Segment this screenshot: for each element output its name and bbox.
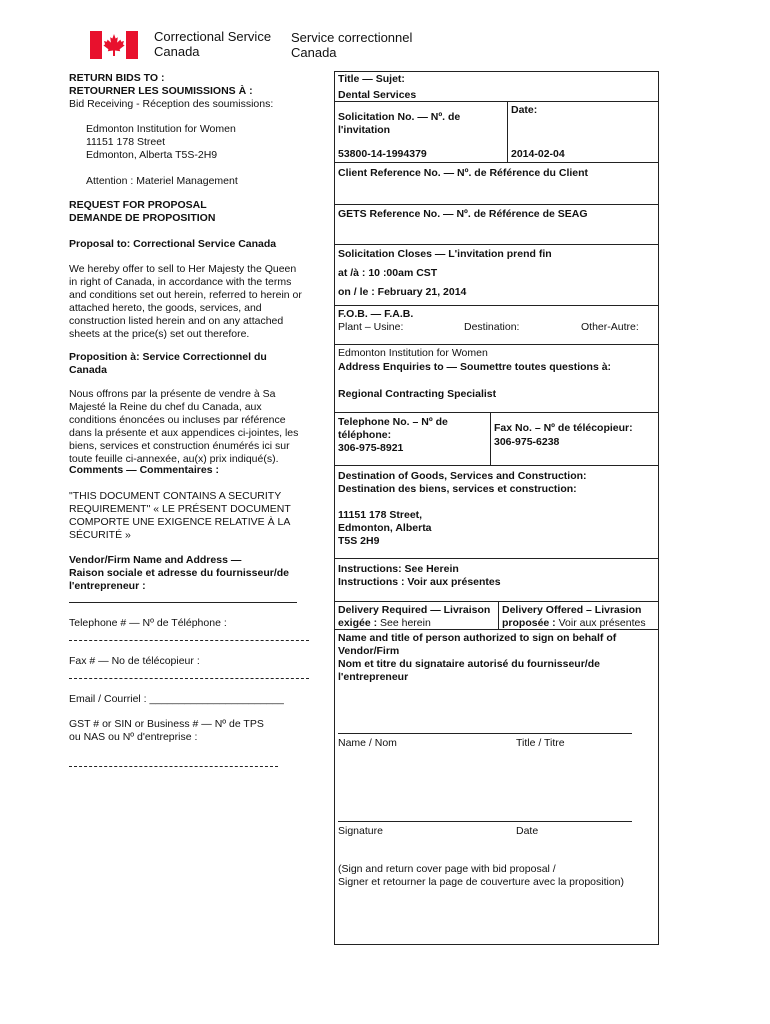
offer-text-english: We hereby offer to sell to Her Majesty the Queen in right of Canada, in accordance with the terms and conditions set out herein, referred to herein or attached hereto, the goods, services, and construction listed herein and on any attached sheets at the price(s) set out therefore. — [69, 263, 302, 340]
fob-value: Edmonton Institution for Women — [338, 347, 488, 359]
delivery-offered-label: Delivery Offered – Livrasion proposée : — [502, 604, 642, 629]
signature-label: Signature — [338, 825, 383, 837]
delivery-required-label: Delivery Required — Livraison exigée : — [338, 604, 491, 629]
form-divider — [334, 204, 659, 205]
signature-date-line[interactable] — [338, 821, 632, 822]
canada-flag-icon — [90, 31, 138, 59]
offer-text-french: Nous offrons par la présente de vendre à Sa Majesté la Reine du chef du Canada, aux conditions énoncées ou incluses par référence dans la présente et aux appendices ci-jointes, les biens, services et construction énumérés ici sur toute feuille ci-annexée, au(x) prix indiqué(s). — [69, 388, 299, 465]
title-value: Dental Services — [338, 89, 417, 101]
fax-line[interactable] — [69, 678, 309, 679]
destination-goods-label: Destination of Goods, Services and Construction: Destination des biens, services et construction: — [338, 470, 587, 495]
return-bids-heading: RETURN BIDS TO : RETOURNER LES SOUMISSIONS À : — [69, 72, 253, 97]
sign-return-note: (Sign and return cover page with bid proposal / Signer et retourner la page de couverture avec la proposition) — [338, 863, 625, 888]
org-name-english: Correctional Service Canada — [154, 29, 272, 59]
form-divider — [334, 465, 659, 466]
proposition-heading-french: Proposition à: Service Correctionnel du Canada — [69, 351, 267, 376]
name-title-line[interactable] — [338, 733, 632, 734]
destination-address: 11151 178 Street, Edmonton, Alberta T5S 2H9 — [338, 509, 432, 547]
date-label: Date: — [511, 104, 538, 116]
closing-time: at /à : 10 :00am CST — [338, 267, 438, 279]
solicitation-number-value: 53800-14-1994379 — [338, 148, 427, 160]
fax-label: Fax # — No de télécopieur : — [69, 655, 200, 667]
date-value: 2014-02-04 — [511, 148, 565, 160]
email-field[interactable]: Email / Courriel : _______________________ — [69, 693, 284, 705]
address-enquiries-label: Address Enquiries to — Soumettre toutes questions à: — [338, 361, 612, 373]
form-divider-vertical — [490, 412, 491, 465]
client-reference-label: Client Reference No. — Nº. de Référence du Client — [338, 167, 589, 179]
gets-reference-label: GETS Reference No. — Nº. de Référence de SEAG — [338, 208, 588, 220]
delivery-required — [338, 604, 498, 630]
attention-line: Attention : Materiel Management — [86, 175, 238, 187]
form-divider-vertical — [507, 101, 508, 162]
delivery-offered — [502, 604, 658, 630]
gst-label: GST # or SIN or Business # — Nº de TPS ou NAS ou Nº d'entreprise : — [69, 718, 264, 743]
form-divider — [334, 244, 659, 245]
comments-label: Comments — Commentaires : — [69, 464, 219, 476]
form-divider — [334, 601, 659, 602]
form-divider-vertical — [498, 601, 499, 629]
gst-line[interactable] — [69, 766, 278, 767]
signature-date-label: Date — [516, 825, 539, 837]
solicitation-closes-label: Solicitation Closes — L'invitation prend fin — [338, 248, 552, 260]
fax-number-label: Fax No. – Nº de télécopieur: — [494, 422, 633, 434]
form-divider — [334, 305, 659, 306]
solicitation-number-label: Solicitation No. — Nº. de l'invitation — [338, 111, 461, 136]
fob-label: F.O.B. — F.A.B. — [338, 308, 414, 320]
telephone-line[interactable] — [69, 640, 309, 641]
return-address: Edmonton Institution for Women 11151 178 Street Edmonton, Alberta T5S-2H9 — [86, 123, 236, 161]
destination-label: Destination: — [464, 321, 520, 333]
name-label: Name / Nom — [338, 737, 397, 749]
form-divider — [334, 162, 659, 163]
solicitation-form-box — [334, 71, 659, 945]
org-name-french: Service correctionnel Canada — [291, 30, 413, 60]
delivery-required-value: See herein — [380, 617, 431, 629]
contracting-specialist: Regional Contracting Specialist — [338, 388, 497, 400]
vendor-name-address-label: Vendor/Firm Name and Address — Raison sociale et adresse du fournisseur/de l'entrepreneur : — [69, 554, 289, 592]
telephone-number-label: Telephone No. – Nº de téléphone: — [338, 416, 448, 441]
other-label: Other-Autre: — [581, 321, 639, 333]
form-divider — [334, 344, 659, 345]
bid-receiving-label: Bid Receiving - Réception des soumissions: — [69, 98, 274, 110]
delivery-offered-value: Voir aux présentes — [558, 617, 646, 629]
telephone-label: Telephone # — Nº de Téléphone : — [69, 617, 227, 629]
proposal-to-heading: Proposal to: Correctional Service Canada — [69, 238, 277, 250]
authorized-signer-label: Name and title of person authorized to sign on behalf of Vendor/Firm Nom et titre du signataire autorisé du fournisseur/de l'entrepreneur — [338, 632, 617, 683]
request-for-proposal-heading: REQUEST FOR PROPOSAL DEMANDE DE PROPOSITION — [69, 199, 216, 224]
telephone-number-value: 306-975-8921 — [338, 442, 404, 454]
title-signature-label: Title / Titre — [516, 737, 565, 749]
fax-number-value: 306-975-6238 — [494, 436, 560, 448]
vendor-name-line[interactable] — [69, 602, 297, 603]
title-label: Title — Sujet: — [338, 73, 405, 85]
form-divider — [334, 412, 659, 413]
form-divider — [334, 558, 659, 559]
plant-label: Plant – Usine: — [338, 321, 404, 333]
instructions-label: Instructions: See Herein Instructions : Voir aux présentes — [338, 563, 501, 588]
closing-date: on / le : February 21, 2014 — [338, 286, 467, 298]
security-requirement-note: "THIS DOCUMENT CONTAINS A SECURITY REQUIREMENT" « LE PRÉSENT DOCUMENT COMPORTE UNE EXIGENCE RELATIVE À LA SÉCURITÉ » — [69, 490, 291, 541]
